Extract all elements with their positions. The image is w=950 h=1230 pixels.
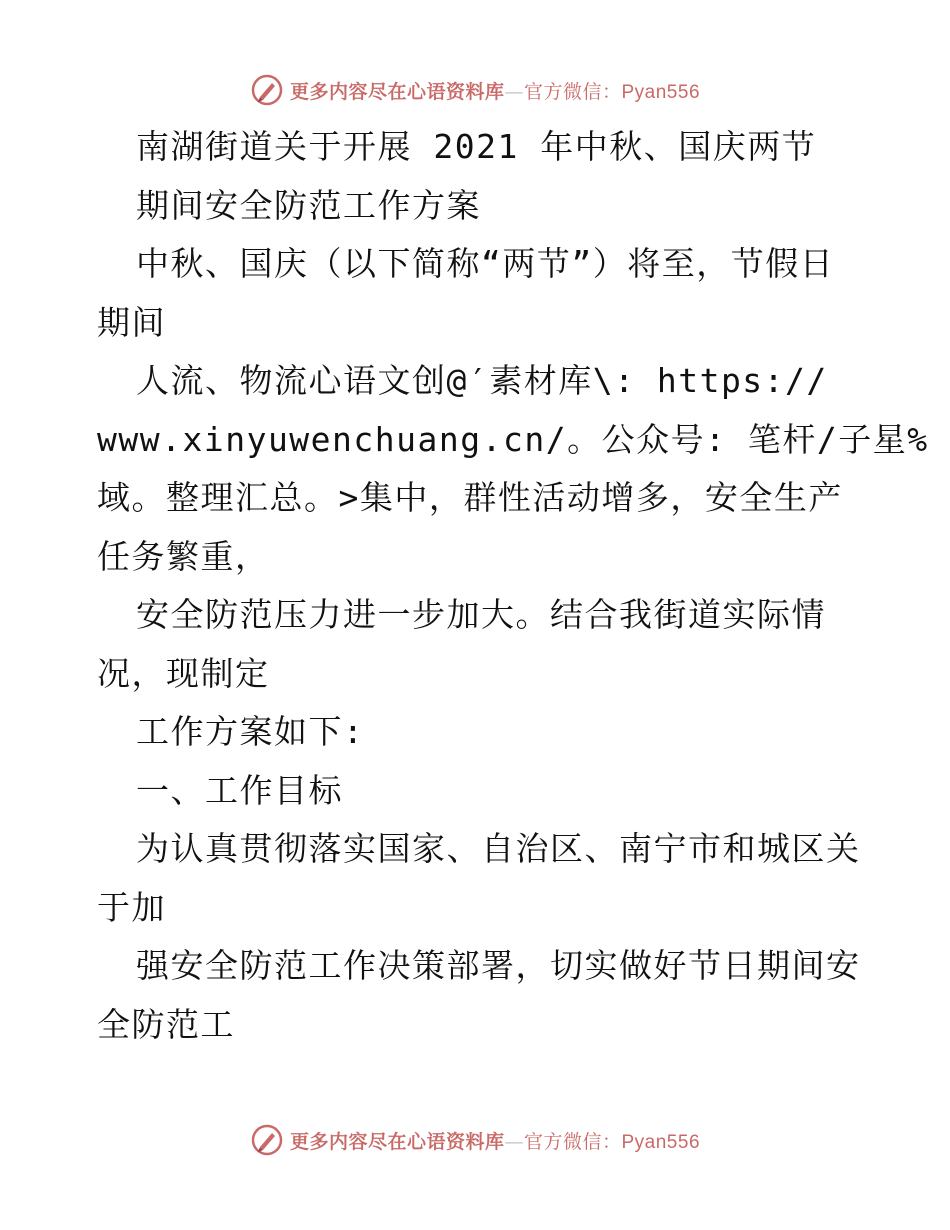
document-body: [97, 118, 929, 1054]
header-wechat-text: 官方微信：Pyan556: [524, 81, 701, 103]
document-line: 南湖街道关于开展 2021 年中秋、国庆两节: [136, 127, 817, 166]
header-watermark-banner: [0, 70, 950, 110]
document-line: 人流、物流心语文创@′素材库\: https://: [136, 361, 828, 400]
document-line: 于加: [97, 887, 166, 927]
footer-banner-text: [290, 1127, 700, 1154]
pen-circle-logo-icon: [250, 1123, 284, 1157]
document-line: 域。整理汇总。>集中，群性活动增多，安全生产: [97, 478, 843, 517]
document-line: 安全防范压力进一步加大。结合我街道实际情: [136, 595, 826, 634]
document-line: 况，现制定: [97, 653, 270, 693]
pen-circle-logo-icon: [250, 73, 284, 107]
document-line: 中秋、国庆（以下简称“两节”）将至，节假日: [136, 244, 835, 283]
document-line: 期间: [97, 302, 166, 342]
footer-separator: —: [504, 1130, 524, 1153]
document-line: 任务繁重，: [97, 536, 270, 576]
document-line: 工作方案如下:: [136, 712, 365, 751]
footer-watermark-banner: [0, 1120, 950, 1160]
document-line: 全防范工: [97, 1004, 235, 1044]
footer-site-text: 更多内容尽在心语资料库: [289, 1130, 505, 1153]
header-site-text: 更多内容尽在心语资料库: [289, 80, 505, 103]
document-line: www.xinyuwenchuang.cn/。公众号: 笔杆/子星%: [97, 419, 929, 459]
header-separator: —: [504, 80, 524, 103]
document-line: 一、工作目标: [136, 770, 343, 810]
document-line: 期间安全防范工作方案: [136, 185, 481, 225]
document-line: 强安全防范工作决策部署，切实做好节日期间安: [136, 946, 861, 985]
document-line: 为认真贯彻落实国家、自治区、南宁市和城区关: [136, 829, 861, 868]
footer-wechat-text: 官方微信：Pyan556: [524, 1131, 701, 1153]
header-banner-text: [290, 77, 700, 104]
